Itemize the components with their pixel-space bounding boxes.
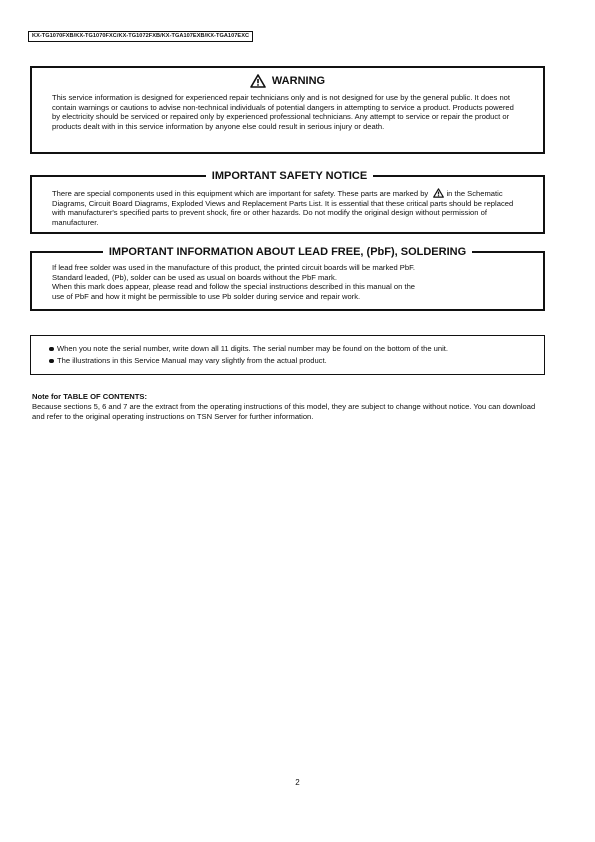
safety-notice-title: IMPORTANT SAFETY NOTICE [206,170,373,182]
note-text: When you note the serial number, write down all 11 digits. The serial number may be found on the bottom of the unit. [57,344,449,353]
bullet-icon [49,359,54,364]
warning-triangle-icon [433,188,444,198]
toc-note-text: Because sections 5, 6 and 7 are the extract from the operating instructions of this model, they are subject to change without notice. You can download and refer to the original operating instructions on TSN Server for further information. [32,402,536,421]
safety-notice-heading [36,168,543,183]
safety-notice-text-after-icon: in the Schematic Diagrams, Circuit Board Diagrams, Exploded Views and Replacement Parts List. It is essential that these critical parts should be replaced with manufacturer's specified parts to prevent shock, fire or other hazards. Do not modify the original design without permission of manufacturer. [52,189,514,228]
list-item [49,343,534,355]
lead-free-line-1: If lead free solder was used in the manufacture of this product, the printed circuit boards will be marked PbF. [52,263,415,272]
lead-free-line-3: When this mark does appear, please read and follow the special instructions described in this manual on the [52,282,416,292]
toc-note [32,392,542,422]
notes-list [31,336,544,367]
lead-free-heading [32,244,543,259]
lead-free-box [30,246,545,311]
list-item [49,355,534,367]
lead-free-line-4: use of PbF and how it might be permissible to use Pb solder during service and repair work. [52,292,361,302]
note-text: The illustrations in this Service Manual may vary slightly from the actual product. [57,356,327,365]
warning-box [30,66,545,154]
page-number: 2 [295,778,300,787]
model-numbers-header: KX-TG1070FXB/KX-TG1070FXC/KX-TG1072FXB/KX-TGA107EXB/KX-TGA107EXC [28,31,253,42]
bullet-icon [49,347,54,352]
notes-box [30,335,545,375]
safety-notice-box [30,170,545,234]
safety-notice-text-before-icon: There are special components used in this equipment which are important for safety. These parts are marked by [52,189,429,198]
toc-note-title: Note for TABLE OF CONTENTS: [32,392,148,401]
lead-free-line-2: Standard leaded, (Pb), solder can be used as usual on boards without the PbF mark. [52,272,337,282]
warning-title: WARNING [271,74,326,87]
warning-text: This service information is designed for experienced repair technicians only and is not designed for use by the general public. It does not contain warnings or cautions to advise non-technical individuals of potential dangers in attempting to service a product. Products powered by electricity should be serviced or repaired only by experienced professional technicians. Any attempt to service or repair the product or products dealt with in this service information by anyone else could result in serious injury or death. [52,93,514,132]
warning-triangle-icon [250,74,266,88]
safety-notice-text [52,188,515,228]
warning-heading [32,74,543,88]
lead-free-title: IMPORTANT INFORMATION ABOUT LEAD FREE, (PbF), SOLDERING [103,246,472,258]
